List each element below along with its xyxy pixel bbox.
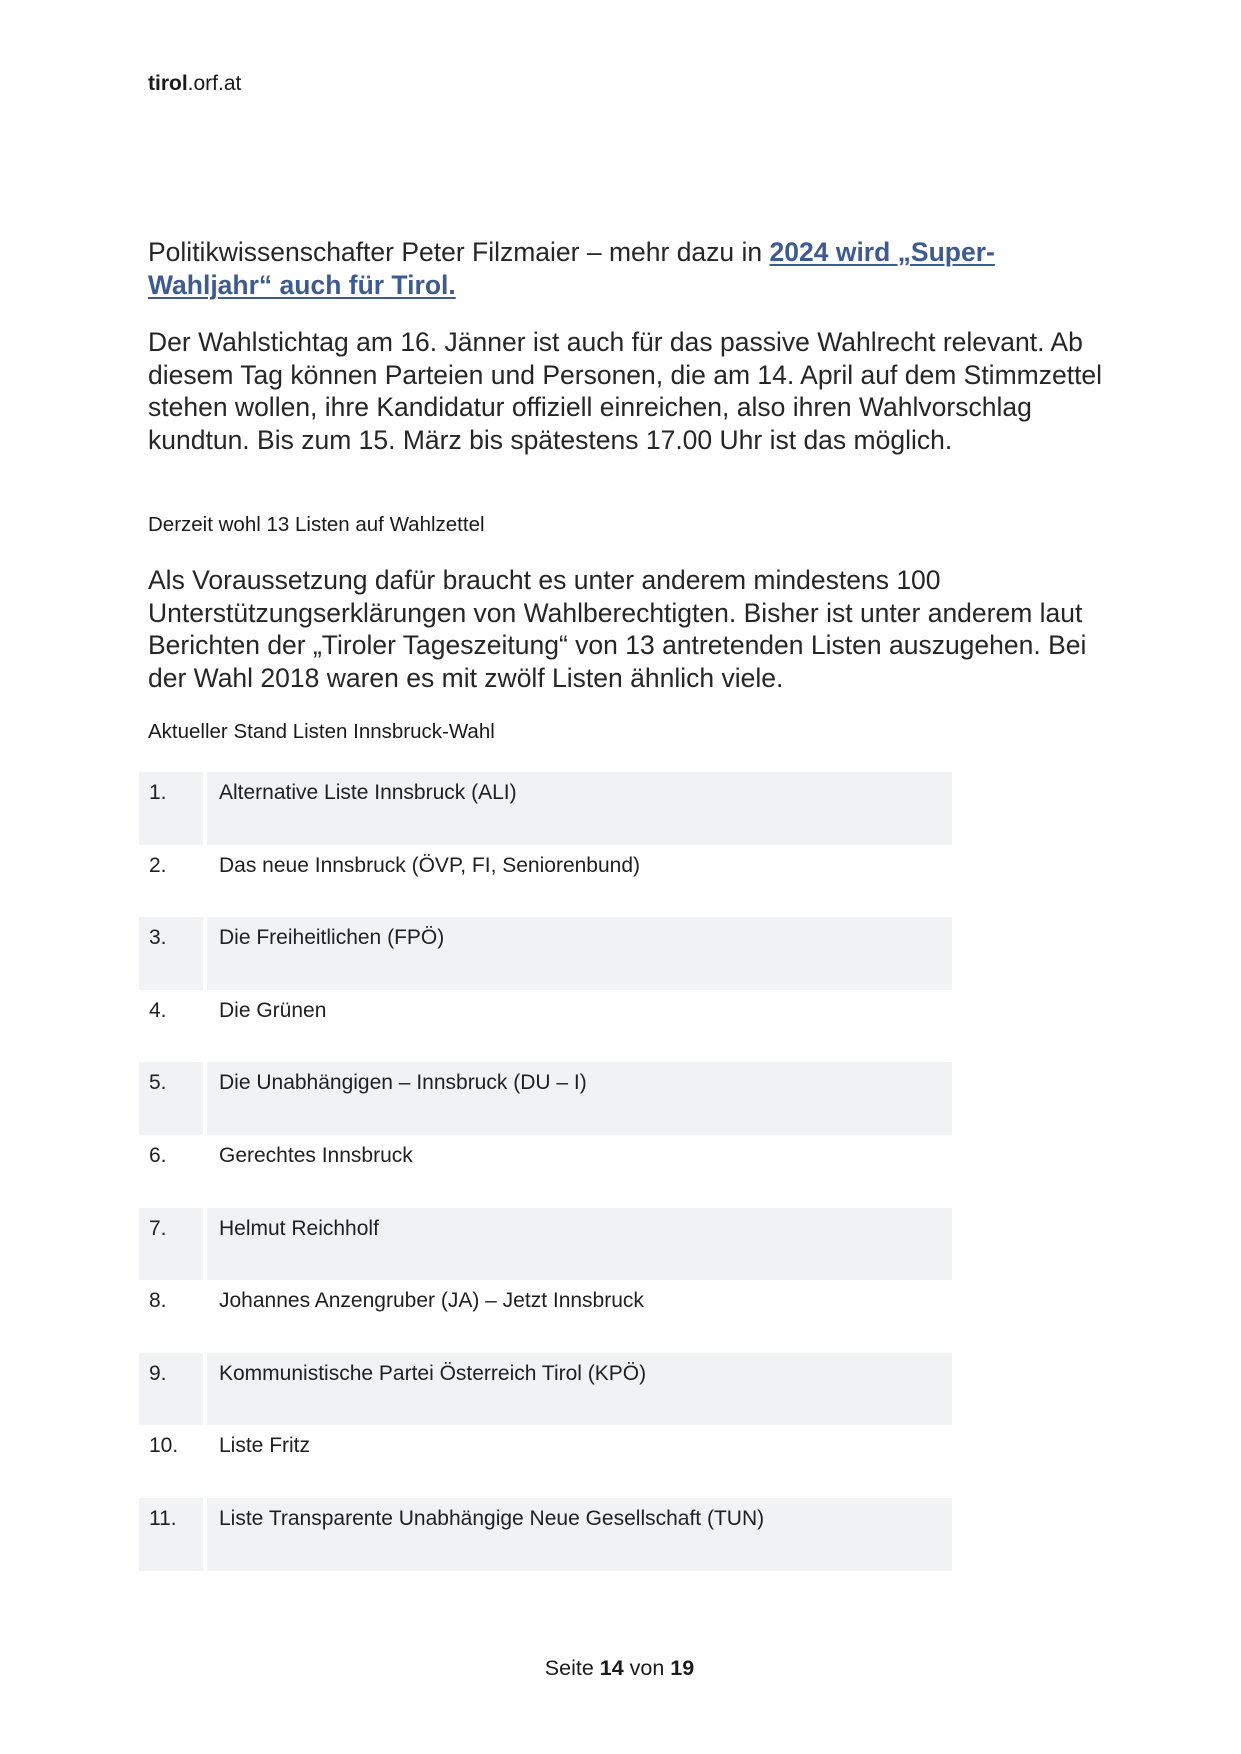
- table-row: [139, 1135, 952, 1208]
- list-name: Die Freiheitlichen (FPÖ): [207, 917, 952, 990]
- list-number: 11.: [139, 1498, 203, 1571]
- list-name: Die Unabhängigen – Innsbruck (DU – I): [207, 1062, 952, 1135]
- list-name: Helmut Reichholf: [207, 1208, 952, 1281]
- list-name: Johannes Anzengruber (JA) – Jetzt Innsbruck: [219, 1289, 644, 1313]
- list-name: Alternative Liste Innsbruck (ALI): [207, 772, 952, 845]
- table-row: [139, 1425, 952, 1498]
- list-number: 4.: [149, 998, 167, 1022]
- paragraph-voraussetzung: Als Voraussetzung dafür braucht es unter anderem mindestens 100 Unterstützungserklärungen von Wahlberechtigten. Bisher ist unter anderem laut Berichten der „Tiroler Tageszeitung“ von 13 antretenden Listen auszugehen. Bei der Wahl 2018 waren es mit zwölf Listen ähnlich viele.: [148, 565, 1087, 693]
- paragraph-wahlstichtag: Der Wahlstichtag am 16. Jänner ist auch für das passive Wahlrecht relevant. Ab diesem Tag können Parteien und Personen, die am 14. April auf dem Stimmzettel stehen wollen, ihre Kandidatur offiziell einreichen, also ihren Wahlvorschlag kundtun. Bis zum 15. März bis spätestens 17.00 Uhr ist das möglich.: [148, 327, 1103, 455]
- table-row: [139, 1498, 952, 1571]
- list-name: Die Grünen: [219, 998, 327, 1022]
- list-name: Liste Fritz: [219, 1434, 311, 1458]
- page-label: Seite: [544, 1656, 600, 1680]
- current-page: 14: [599, 1656, 624, 1680]
- list-number: 8.: [149, 1289, 167, 1313]
- list-number: 10.: [149, 1434, 179, 1458]
- list-number: 2.: [149, 853, 167, 877]
- list-number: 1.: [139, 772, 203, 845]
- list-number: 7.: [139, 1208, 203, 1281]
- list-number: 9.: [139, 1353, 203, 1426]
- intro-paragraph: [148, 236, 1108, 301]
- site-header: [148, 72, 241, 96]
- list-number: 5.: [139, 1062, 203, 1135]
- list-number: 6.: [149, 1143, 167, 1167]
- list-name: Gerechtes Innsbruck: [219, 1143, 413, 1167]
- table-row: [139, 845, 952, 918]
- site-name-bold: tirol: [148, 72, 188, 95]
- page-footer: [0, 1656, 1241, 1681]
- list-name: Kommunistische Partei Österreich Tirol (KPÖ): [207, 1353, 952, 1426]
- site-domain: .orf.at: [187, 72, 242, 95]
- intro-text: Politikwissenschafter Peter Filzmaier – mehr dazu in: [148, 237, 770, 267]
- page-of-label: von: [623, 1656, 671, 1680]
- table-row: [139, 1208, 952, 1281]
- table-row: [139, 772, 952, 845]
- table-row: [139, 1062, 952, 1135]
- total-pages: 19: [670, 1656, 695, 1680]
- subheading-listen: Derzeit wohl 13 Listen auf Wahlzettel: [148, 513, 485, 536]
- list-name: Liste Transparente Unabhängige Neue Gesellschaft (TUN): [207, 1498, 952, 1571]
- table-row: [139, 1353, 952, 1426]
- list-name: Das neue Innsbruck (ÖVP, FI, Seniorenbund): [219, 853, 641, 877]
- related-article-link[interactable]: 2024 wird „Super-Wahljahr“ auch für Tirol.: [148, 237, 995, 300]
- table-row: [139, 917, 952, 990]
- list-number: 3.: [139, 917, 203, 990]
- lists-table: [139, 772, 952, 1571]
- table-row: [139, 990, 952, 1063]
- table-row: [139, 1280, 952, 1353]
- table-caption: Aktueller Stand Listen Innsbruck-Wahl: [148, 720, 495, 743]
